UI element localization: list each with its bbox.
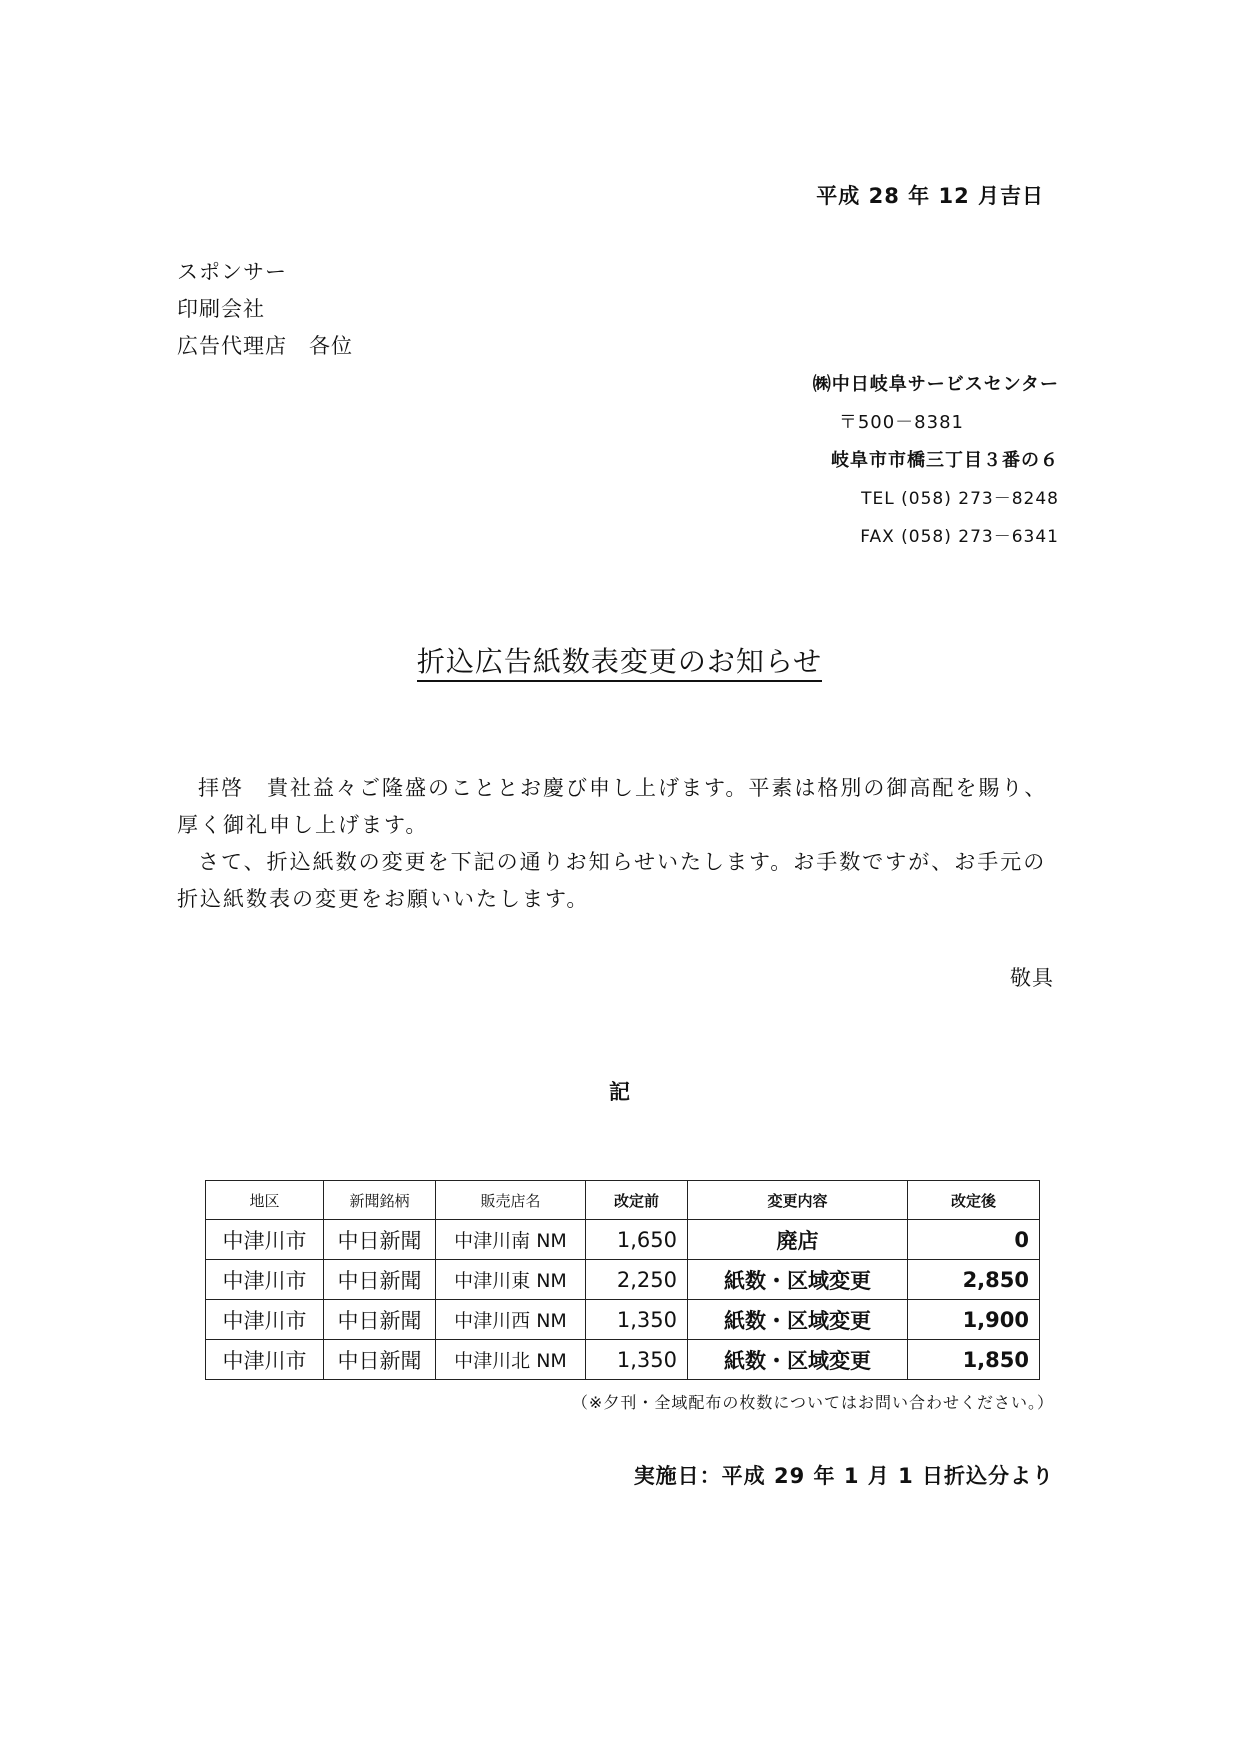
sender-company: ㈱中日岐阜サービスセンター (812, 374, 1059, 395)
cell-area: 中津川市 (206, 1260, 324, 1300)
body-paragraph-notice: さて、折込紙数の変更を下記の通りお知らせいたします。お手数ですが、お手元の折込紙数表の変更をお願いいたします。 (177, 850, 1047, 911)
header-before: 改定前 (586, 1181, 688, 1220)
cell-area: 中津川市 (206, 1220, 324, 1260)
change-table (205, 1180, 1040, 1380)
document-date: 平成 28 年 12 月吉日 (816, 184, 1044, 208)
header-shop: 販売店名 (436, 1181, 586, 1220)
cell-before: 1,350 (586, 1340, 688, 1380)
cell-newspaper: 中日新聞 (324, 1300, 436, 1340)
sender-block (813, 366, 1059, 556)
header-after: 改定後 (908, 1181, 1040, 1220)
cell-shop: 中津川東 NM (436, 1260, 586, 1300)
sender-postal: 〒500－8381 (838, 412, 964, 433)
cell-shop: 中津川南 NM (436, 1220, 586, 1260)
header-newspaper: 新聞銘柄 (324, 1181, 436, 1220)
body-paragraph-greeting: 拝啓 貴社益々ご隆盛のこととお慶び申し上げます。平素は格別の御高配を賜り、厚く御礼申し上げます。 (177, 776, 1048, 837)
recipients (177, 254, 353, 365)
table-row (206, 1260, 1040, 1300)
change-table-wrap (205, 1180, 1040, 1380)
cell-after: 1,900 (908, 1300, 1040, 1340)
cell-area: 中津川市 (206, 1340, 324, 1380)
cell-before: 2,250 (586, 1260, 688, 1300)
document-title: 折込広告紙数表変更のお知らせ (417, 645, 822, 682)
header-change: 変更内容 (688, 1181, 908, 1220)
cell-change: 紙数・区域変更 (688, 1300, 908, 1340)
cell-newspaper: 中日新聞 (324, 1340, 436, 1380)
cell-newspaper: 中日新聞 (324, 1220, 436, 1260)
cell-shop: 中津川北 NM (436, 1340, 586, 1380)
cell-after: 2,850 (908, 1260, 1040, 1300)
recipient-printing: 印刷会社 (177, 297, 265, 321)
ki-heading: 記 (609, 1080, 630, 1104)
recipient-agency: 広告代理店 各位 (177, 334, 353, 358)
cell-shop: 中津川西 NM (436, 1300, 586, 1340)
closing-text: 敬具 (1010, 966, 1054, 990)
table-row (206, 1220, 1040, 1260)
header-area: 地区 (206, 1181, 324, 1220)
sender-address: 岐阜市市橋三丁目３番の６ (831, 450, 1059, 471)
cell-after: 0 (908, 1220, 1040, 1260)
cell-before: 1,650 (586, 1220, 688, 1260)
cell-change: 紙数・区域変更 (688, 1260, 908, 1300)
sender-tel: TEL (058) 273－8248 (861, 489, 1059, 509)
table-row (206, 1300, 1040, 1340)
table-header-row (206, 1181, 1040, 1220)
cell-after: 1,850 (908, 1340, 1040, 1380)
table-note: （※夕刊・全域配布の枚数についてはお問い合わせください。） (571, 1393, 1054, 1412)
cell-change: 紙数・区域変更 (688, 1340, 908, 1380)
cell-newspaper: 中日新聞 (324, 1260, 436, 1300)
effective-date: 実施日：平成 29 年 1 月 1 日折込分より (633, 1464, 1054, 1488)
cell-area: 中津川市 (206, 1300, 324, 1340)
body-text (177, 770, 1057, 918)
document-title-wrap (0, 640, 1239, 680)
sender-fax: FAX (058) 273－6341 (860, 527, 1059, 547)
cell-before: 1,350 (586, 1300, 688, 1340)
cell-change: 廃店 (688, 1220, 908, 1260)
table-row (206, 1340, 1040, 1380)
recipient-sponsor: スポンサー (177, 260, 287, 284)
